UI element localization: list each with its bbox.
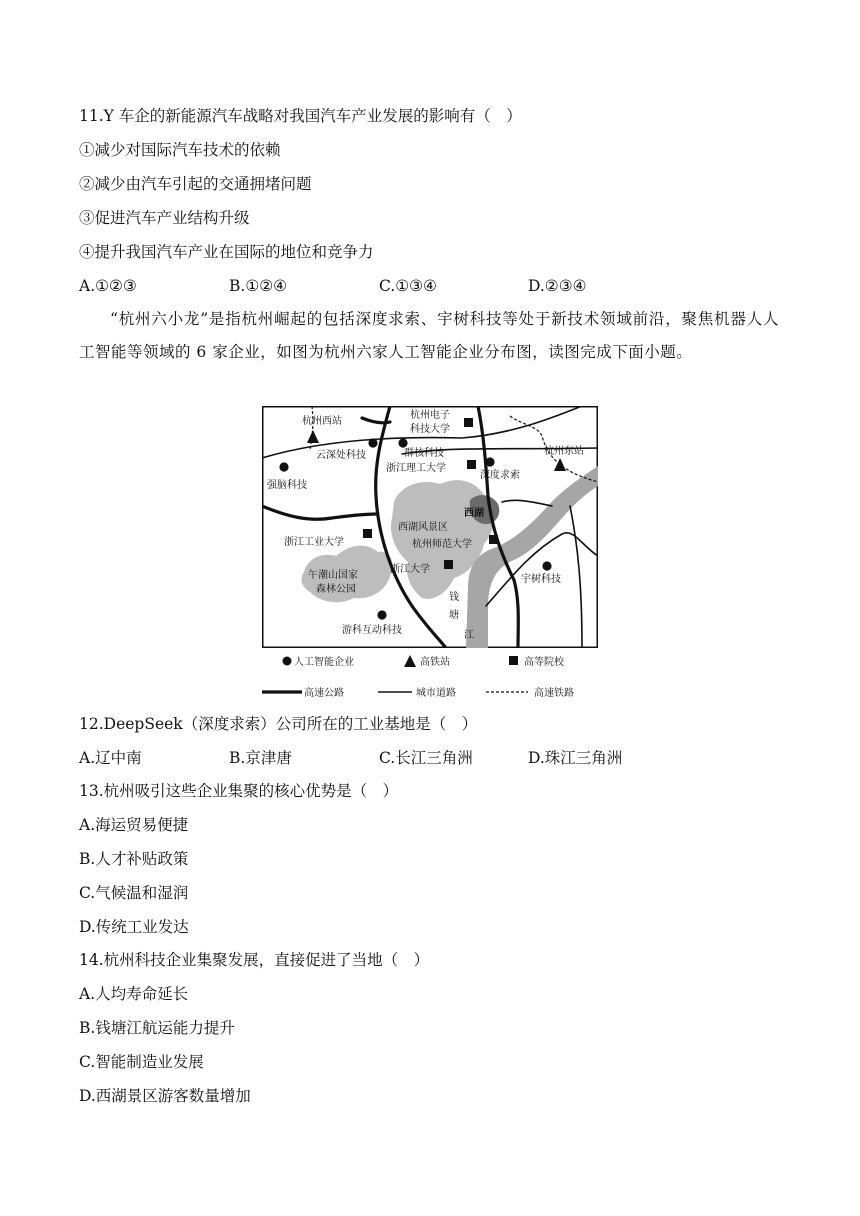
label-zust: 浙江理工大学 [386, 463, 446, 474]
map-legend-symbols [262, 652, 598, 670]
q13-option-d[interactable]: D.传统工业发达 [79, 918, 189, 936]
label-youke: 游科互动科技 [342, 625, 402, 636]
hangzhou-ai-map [262, 406, 598, 648]
legend-hsr: 高速铁路 [534, 688, 574, 699]
label-brainco: 强脑科技 [267, 480, 307, 491]
label-qiantang-2: 塘 [449, 610, 459, 621]
q11-option-d[interactable]: D.②③④ [528, 277, 587, 295]
q13-stem: 13.杭州吸引这些企业集聚的核心优势是（ ） [79, 782, 399, 800]
college-icon [363, 529, 372, 538]
label-hznu: 杭州师范大学 [412, 539, 472, 550]
label-zjut: 浙江工业大学 [284, 537, 344, 548]
q11-option-b[interactable]: B.①②④ [229, 277, 288, 295]
label-west-lake: 西湖 [464, 508, 484, 519]
college-icon [489, 535, 498, 544]
college-icon [444, 560, 453, 569]
label-qunhe: 群核科技 [404, 448, 444, 459]
label-hdu-line1: 杭州电子 [410, 410, 450, 421]
q13-option-b[interactable]: B.人才补贴政策 [79, 850, 189, 868]
label-qiantang-3: 江 [464, 630, 474, 641]
q12-stem: 12.DeepSeek（深度求索）公司所在的工业基地是（ ） [79, 715, 478, 733]
legend-city-road: 城市道路 [416, 688, 456, 699]
q11-stem: 11.Y 车企的新能源汽车战略对我国汽车产业发展的影响有（ ） [79, 107, 522, 125]
rail-station-icon [404, 655, 416, 667]
map-legend-lines [262, 684, 598, 702]
q12-option-b[interactable]: B.京津唐 [229, 749, 292, 767]
legend-college: 高等院校 [524, 657, 564, 668]
label-park-line1: 午潮山国家 [308, 570, 358, 581]
college-icon [509, 656, 518, 665]
q11-item-4: ④提升我国汽车产业在国际的地位和竞争力 [79, 243, 374, 261]
q14-option-d[interactable]: D.西湖景区游客数量增加 [79, 1087, 251, 1105]
q12-option-d[interactable]: D.珠江三角洲 [528, 749, 623, 767]
ai-company-icon [279, 462, 288, 471]
label-scenic: 西湖风景区 [398, 522, 448, 533]
q14-option-a[interactable]: A.人均寿命延长 [79, 985, 189, 1003]
q11-option-c[interactable]: C.①③④ [379, 277, 437, 295]
q14-option-b[interactable]: B.钱塘江航运能力提升 [79, 1019, 235, 1037]
q11-item-1: ①减少对国际汽车技术的依赖 [79, 141, 281, 159]
ai-company-icon [398, 438, 407, 447]
q14-stem: 14.杭州科技企业集聚发展，直接促进了当地（ ） [79, 951, 430, 969]
q14-option-c[interactable]: C.智能制造业发展 [79, 1053, 204, 1071]
legend-expressway: 高速公路 [304, 688, 344, 699]
label-park-line2: 森林公园 [316, 584, 356, 595]
legend-ai: 人工智能企业 [294, 657, 354, 668]
label-zju: 浙江大学 [390, 564, 430, 575]
q13-option-c[interactable]: C.气候温和湿润 [79, 884, 189, 902]
label-hdu-line2: 科技大学 [410, 424, 450, 435]
ai-company-icon [283, 657, 292, 666]
ai-company-icon [542, 561, 551, 570]
q13-option-a[interactable]: A.海运贸易便捷 [79, 816, 189, 834]
ai-company-icon [485, 457, 494, 466]
intro-paragraph: “杭州六小龙”是指杭州崛起的包括深度求索、宇树科技等处于新技术领域前沿，聚焦机器人人工智能等领域的 6 家企业，如图为杭州六家人工智能企业分布图，读图完成下面小题。 [79, 310, 779, 361]
label-unitree: 宇树科技 [521, 574, 561, 585]
label-deepseek: 深度求索 [480, 470, 520, 481]
q11-item-3: ③促进汽车产业结构升级 [79, 209, 250, 227]
college-icon [464, 418, 473, 427]
legend-rail-station: 高铁站 [420, 657, 450, 668]
q12-option-a[interactable]: A.辽中南 [79, 749, 142, 767]
label-yunshenchu: 云深处科技 [316, 450, 366, 461]
label-west-station: 杭州西站 [302, 416, 342, 427]
q11-option-a[interactable]: A.①②③ [79, 277, 137, 295]
label-qiantang-1: 钱 [449, 592, 459, 603]
q12-option-c[interactable]: C.长江三角洲 [379, 749, 473, 767]
ai-company-icon [377, 610, 386, 619]
ai-company-icon [368, 438, 377, 447]
q11-item-2: ②减少由汽车引起的交通拥堵问题 [79, 175, 312, 193]
college-icon [467, 460, 476, 469]
label-east-station: 杭州东站 [544, 446, 584, 457]
